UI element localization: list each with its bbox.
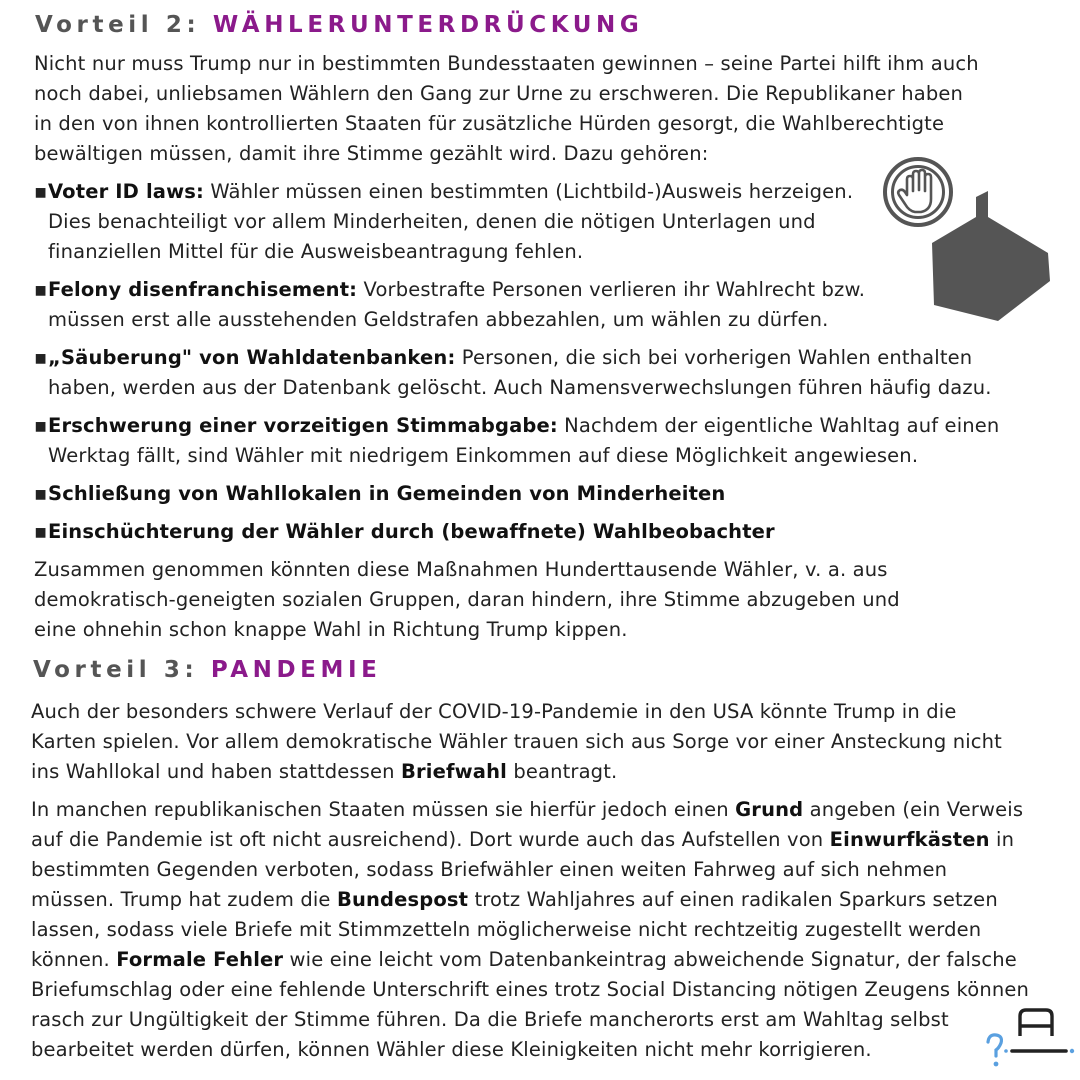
outro-line: eine ohnehin schon knappe Wahl in Richtung Trump kippen.: [34, 618, 628, 641]
heading-prefix: Vorteil 3:: [33, 657, 211, 683]
paragraph-text: angeben (ein Verweis: [803, 798, 1024, 821]
paragraph-text: beantragt.: [506, 760, 618, 783]
bullet-text: Nachdem der eigentliche Wahltag auf einen: [557, 414, 1000, 437]
keyword-einwurfkaesten: Einwurfkästen: [829, 828, 990, 851]
heading-accent: WÄHLERUNTERDRÜCKUNG: [212, 12, 644, 38]
paragraph-line: Briefumschlag oder eine fehlende Unterschrift eines trotz Social Distancing nötigen Zeugens können: [31, 978, 1030, 1001]
paragraph-line: bestimmten Gegenden verboten, sodass Briefwähler einen weiten Fahrweg auf sich nehmen: [31, 858, 948, 881]
keyword-bundespost: Bundespost: [336, 888, 469, 911]
paragraph-line: lassen, sodass viele Briefe mit Stimmzetteln möglicherweise nicht rechtzeitig zugestellt werden: [31, 918, 982, 941]
bullet-text: finanziellen Mittel für die Ausweisbeantragung fehlen.: [48, 240, 584, 263]
section-heading-vorteil-3: [33, 656, 381, 684]
heading-accent: PANDEMIE: [210, 657, 382, 683]
outro-line: Zusammen genommen könnten diese Maßnahmen Hunderttausende Wähler, v. a. aus: [34, 558, 888, 581]
keyword-grund: Grund: [735, 798, 804, 821]
pandemie-paragraph-2: [31, 795, 1029, 1065]
bullet-lead: Felony disenfranchisement:: [48, 278, 358, 301]
paragraph-text: ins Wahllokal und haben stattdessen: [31, 760, 401, 783]
paragraph-text: in: [989, 828, 1015, 851]
list-item-voter-id: ▪ Voter ID laws: Wähler müssen einen bestimmten (Lichtbild-)Ausweis herzeigen. Dies benachteiligt vor allem Minderheiten, denen die nötigen Unterlagen und finanziellen Mittel für die Ausweisbeantragung fehlen.: [34, 177, 853, 267]
bullet-text: Personen, die sich bei vorherigen Wahlen enthalten: [455, 346, 973, 369]
heading-prefix: Vorteil 2:: [35, 12, 213, 38]
list-item-schliessung: ▪ Schließung von Wahllokalen in Gemeinden von Minderheiten: [34, 482, 726, 505]
keyword-briefwahl: Briefwahl: [401, 760, 507, 783]
section-heading-vorteil-2: [35, 11, 643, 39]
paragraph-line: rasch zur Ungültigkeit der Stimme führen. Da die Briefe mancherorts erst am Wahltag selbst: [31, 1008, 949, 1031]
bullet-lead: „Säuberung" von Wahldatenbanken:: [48, 346, 456, 369]
bullet-text: haben, werden aus der Datenbank gelöscht. Auch Namensverwechslungen führen häufig dazu.: [48, 376, 992, 399]
paragraph-text: müssen. Trump hat zudem die: [31, 888, 337, 911]
keyword-formale-fehler: Formale Fehler: [116, 948, 284, 971]
paragraph-line: Karten spielen. Vor allem demokratische Wähler trauen sich aus Sorge vor einer Ansteckung nicht: [31, 730, 1002, 753]
paragraph-text: können.: [31, 948, 117, 971]
list-item-saeuberung: ▪ „Säuberung" von Wahldatenbanken: Personen, die sich bei vorherigen Wahlen enthalten haben, werden aus der Datenbank gelöscht. Auch Namensverwechslungen führen häufig dazu.: [34, 343, 992, 403]
bullet-lead: Erschwerung einer vorzeitigen Stimmabgabe:: [48, 414, 558, 437]
bullet-text: Wähler müssen einen bestimmten (Lichtbild-)Ausweis herzeigen.: [203, 180, 854, 203]
paragraph-text: trotz Wahljahres auf einen radikalen Sparkurs setzen: [468, 888, 998, 911]
paragraph-text: wie eine leicht vom Datenbankeintrag abweichende Signatur, der falsche: [283, 948, 1017, 971]
outro-line: demokratisch-geneigten sozialen Gruppen, daran hindern, ihre Stimme abzugeben und: [34, 588, 900, 611]
bullet-text: müssen erst alle ausstehenden Geldstrafen abbezahlen, um wählen zu dürfen.: [48, 308, 829, 331]
bullet-text: Werktag fällt, sind Wähler mit niedrigem Einkommen auf diese Möglichkeit angewiesen.: [48, 444, 919, 467]
list-item-felony: ▪ Felony disenfranchisement: Vorbestrafte Personen verlieren ihr Wahlrecht bzw. müssen erst alle ausstehenden Geldstrafen abbezahlen, um wählen zu dürfen.: [34, 275, 865, 335]
paragraph-text: In manchen republikanischen Staaten müssen sie hierfür jedoch einen: [31, 798, 736, 821]
bullet-lead: Schließung von Wahllokalen in Gemeinden von Minderheiten: [48, 482, 726, 505]
intro-line: Nicht nur muss Trump nur in bestimmten Bundesstaaten gewinnen – seine Partei hilft ihm auch: [34, 52, 979, 75]
paragraph-line: bearbeitet werden dürfen, können Wähler diese Kleinigkeiten nicht mehr korrigieren.: [31, 1038, 872, 1061]
intro-line: bewältigen müssen, damit ihre Stimme gezählt wird. Dazu gehören:: [34, 142, 709, 165]
pandemie-paragraph-1: [31, 697, 1002, 787]
bullet-text: Vorbestrafte Personen verlieren ihr Wahlrecht bzw.: [357, 278, 866, 301]
outro-paragraph: [34, 555, 900, 645]
list-item-einschuechterung: ▪ Einschüchterung der Wähler durch (bewaffnete) Wahlbeobachter: [34, 520, 775, 543]
intro-line: noch dabei, unliebsamen Wählern den Gang zur Urne zu erschweren. Die Republikaner haben: [34, 82, 964, 105]
list-item-erschwerung: ▪ Erschwerung einer vorzeitigen Stimmabgabe: Nachdem der eigentliche Wahltag auf einen Werktag fällt, sind Wähler mit niedrigem Einkommen auf diese Möglichkeit angewiesen.: [34, 411, 999, 471]
bullet-lead: Einschüchterung der Wähler durch (bewaffnete) Wahlbeobachter: [48, 520, 775, 543]
intro-paragraph: [34, 49, 979, 169]
stop-hand-ballot-box-icon: [880, 155, 1060, 325]
paragraph-text: auf die Pandemie ist oft nicht ausreichend). Dort wurde auch das Aufstellen von: [31, 828, 830, 851]
bullet-text: Dies benachteiligt vor allem Minderheiten, denen die nötigen Unterlagen und: [48, 210, 816, 233]
intro-line: in den von ihnen kontrollierten Staaten für zusätzliche Hürden gesorgt, die Wahlberechtigte: [34, 112, 945, 135]
bullet-lead: Voter ID laws:: [48, 180, 204, 203]
logo-icon: [984, 1004, 1076, 1076]
paragraph-line: Auch der besonders schwere Verlauf der COVID-19-Pandemie in den USA könnte Trump in die: [31, 700, 957, 723]
